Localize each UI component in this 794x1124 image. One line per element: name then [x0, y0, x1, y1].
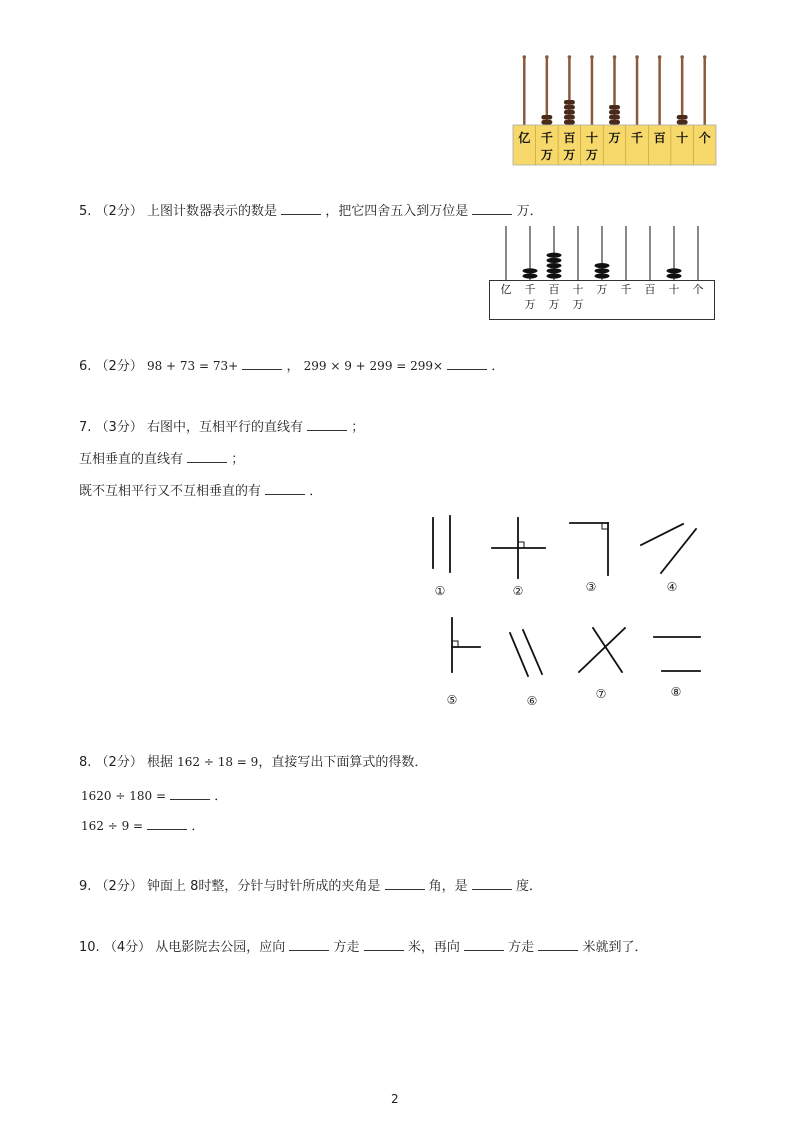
- abacus-top-label: 万: [608, 131, 621, 145]
- q5-text-1: 上图计数器表示的数是: [146, 204, 277, 219]
- q7-number: 7.: [79, 420, 92, 435]
- q9-text-1: 钟面上 8时整，分针与时针所成的夹角是: [146, 879, 381, 894]
- abacus-top-bead: [609, 105, 620, 110]
- q5-score: （2分）: [95, 204, 143, 219]
- q10-number: 10.: [79, 940, 100, 955]
- abacus-top-label: 千: [540, 131, 553, 145]
- q5-answer-blank-1[interactable]: [281, 203, 321, 215]
- q6-expression-2: 299 × 9 + 299 = 299×: [303, 359, 444, 373]
- q7-answer-blank-3[interactable]: [265, 483, 305, 495]
- abacus-q5-bead: [547, 258, 562, 263]
- abacus-q5-bead: [667, 273, 682, 278]
- figure-1-parallel-lines: [433, 516, 450, 572]
- q6-number: 6.: [79, 359, 92, 374]
- abacus-q5-bead: [547, 268, 562, 273]
- q10-text-5: 米就到了．: [582, 940, 648, 955]
- q10-text-1: 从电影院去公园，应向: [155, 940, 286, 955]
- q5-answer-blank-2[interactable]: [472, 203, 512, 215]
- page-number: 2: [391, 1092, 399, 1106]
- abacus-q5-bead: [547, 253, 562, 258]
- abacus-top-rod-tip: [590, 55, 594, 59]
- abacus-q5-bead: [667, 268, 682, 273]
- abacus-top-bead: [609, 115, 620, 120]
- figure-5-perpendicular-lines: [452, 618, 480, 672]
- abacus-q5-label: 十: [572, 283, 584, 296]
- question-5: [79, 203, 543, 220]
- abacus-q5-label: 百: [548, 283, 560, 296]
- abacus-top-label: 百: [653, 131, 666, 145]
- q6-expression-1: 98 + 73 = 73+: [146, 359, 239, 373]
- q6-separator: ，: [286, 359, 300, 374]
- figure-4-intersecting-lines: [641, 524, 696, 573]
- abacus-top-rod-tip: [613, 55, 617, 59]
- figure-label-5: ⑤: [446, 693, 458, 707]
- abacus-top-rod-tip: [658, 55, 662, 59]
- figure-label-7: ⑦: [595, 687, 607, 701]
- abacus-top-bead: [541, 120, 552, 125]
- q7-end-1: ；: [351, 420, 365, 435]
- abacus-q5-label: 千: [620, 283, 632, 296]
- q7-text-1: 右图中，互相平行的直线有: [146, 420, 303, 435]
- question-8-line-1: [81, 788, 227, 805]
- q5-number: 5.: [79, 204, 92, 219]
- abacus-top-bead: [541, 115, 552, 120]
- abacus-top-rod-tip: [680, 55, 684, 59]
- question-6: [79, 358, 504, 375]
- q8-line-2-expression: 162 ÷ 9 =: [81, 819, 144, 833]
- abacus-top-label: 千: [631, 131, 644, 145]
- abacus-q5-label: 千: [524, 283, 536, 296]
- abacus-top-bead: [564, 110, 575, 115]
- abacus-top-bead: [677, 120, 688, 125]
- q9-text-3: 度．: [515, 879, 542, 894]
- q7-text-2: 互相垂直的直线有: [79, 452, 184, 467]
- abacus-q5-label: 万: [596, 283, 608, 296]
- q8-expression: 162 ÷ 18 = 9: [177, 755, 259, 769]
- q6-score: （2分）: [95, 359, 143, 374]
- abacus-top-label-2: 万: [540, 148, 553, 162]
- q10-answer-blank-3[interactable]: [464, 939, 504, 951]
- q9-text-2: 角，是: [428, 879, 468, 894]
- abacus-top-bead: [564, 100, 575, 105]
- q7-text-3: 既不互相平行又不互相垂直的有: [79, 484, 262, 499]
- q6-end: ．: [491, 359, 505, 374]
- q6-answer-blank-2[interactable]: [447, 358, 487, 370]
- figure-label-1: ①: [434, 584, 446, 598]
- abacus-top-label: 个: [698, 131, 711, 145]
- figure-label-3: ③: [585, 580, 597, 594]
- q9-answer-blank-1[interactable]: [385, 878, 425, 890]
- q9-number: 9.: [79, 879, 92, 894]
- q7-end-2: ；: [231, 452, 245, 467]
- abacus-q5-label-2: 万: [548, 298, 560, 311]
- q8-text-1: 根据: [146, 755, 173, 770]
- q5-text-3: 万．: [516, 204, 543, 219]
- q10-answer-blank-4[interactable]: [538, 939, 578, 951]
- question-9: [79, 878, 542, 895]
- abacus-top-bead: [564, 115, 575, 120]
- abacus-q5-bead: [547, 273, 562, 278]
- abacus-top-bead: [564, 120, 575, 125]
- abacus-q5-label: 十: [668, 283, 680, 296]
- q5-text-2: ，把它四舍五入到万位是: [325, 204, 469, 219]
- figure-3-right-angle: [570, 523, 608, 575]
- abacus-top-label: 亿: [518, 131, 531, 145]
- abacus-top-rod-tip: [703, 55, 707, 59]
- q8-number: 8.: [79, 755, 92, 770]
- abacus-top-bead: [609, 120, 620, 125]
- question-7-line-2: [79, 451, 244, 468]
- abacus-top-bead: [677, 115, 688, 120]
- abacus-top-label: 百: [563, 131, 576, 145]
- figure-2-perpendicular-cross: [492, 518, 545, 578]
- abacus-top-rod-tip: [568, 55, 572, 59]
- q8-answer-blank-2[interactable]: [147, 818, 187, 830]
- abacus-q5-label: 个: [692, 283, 704, 296]
- q6-answer-blank-1[interactable]: [242, 358, 282, 370]
- q9-score: （2分）: [95, 879, 143, 894]
- abacus-top-label-2: 万: [585, 148, 598, 162]
- abacus-top-bead: [564, 105, 575, 110]
- abacus-q5-bead: [523, 268, 538, 273]
- abacus-q5: [486, 222, 718, 324]
- figure-label-2: ②: [512, 584, 524, 598]
- question-7-line-3: [79, 483, 322, 500]
- q10-answer-blank-1[interactable]: [289, 939, 329, 951]
- line-figures: [410, 510, 720, 715]
- abacus-q5-bead: [547, 263, 562, 268]
- q7-end-3: ．: [309, 484, 323, 499]
- abacus-q5-bead: [523, 273, 538, 278]
- q8-end-2: ．: [191, 819, 205, 834]
- q8-score: （2分）: [95, 755, 143, 770]
- abacus-top: [510, 50, 720, 170]
- abacus-q5-label-2: 万: [524, 298, 536, 311]
- figure-label-4: ④: [666, 580, 678, 594]
- question-7: [79, 419, 364, 436]
- abacus-top-rod-tip: [545, 55, 549, 59]
- figure-label-6: ⑥: [526, 694, 538, 708]
- abacus-q5-bead: [595, 268, 610, 273]
- figure-8-parallel-lines: [654, 637, 700, 671]
- abacus-q5-label-2: 万: [572, 298, 584, 311]
- question-10: [79, 939, 647, 956]
- question-8-line-2: [81, 818, 204, 835]
- abacus-top-label: 十: [676, 131, 689, 145]
- q10-score: （4分）: [103, 940, 152, 955]
- q10-answer-blank-2[interactable]: [364, 939, 404, 951]
- q7-answer-blank-1[interactable]: [307, 419, 347, 431]
- q7-score: （3分）: [95, 420, 143, 435]
- q8-text-2: ，直接写出下面算式的得数．: [258, 755, 428, 770]
- abacus-top-rod-tip: [522, 55, 526, 59]
- q10-text-3: 米，再向: [407, 940, 460, 955]
- q10-text-2: 方走: [333, 940, 360, 955]
- abacus-top-label: 十: [585, 131, 598, 145]
- figure-6-parallel-lines: [510, 630, 542, 676]
- figure-label-8: ⑧: [670, 685, 682, 699]
- q7-answer-blank-2[interactable]: [187, 451, 227, 463]
- abacus-q5-bead: [595, 273, 610, 278]
- abacus-top-label-2: 万: [563, 148, 576, 162]
- q8-answer-blank-1[interactable]: [170, 788, 210, 800]
- abacus-q5-bead: [595, 263, 610, 268]
- q10-text-4: 方走: [508, 940, 535, 955]
- abacus-top-rod-tip: [635, 55, 639, 59]
- question-8: [79, 754, 427, 771]
- q8-end-1: ．: [214, 789, 228, 804]
- abacus-q5-label: 亿: [500, 283, 512, 296]
- abacus-top-bead: [609, 110, 620, 115]
- abacus-q5-label: 百: [644, 283, 656, 296]
- q8-line-1-expression: 1620 ÷ 180 =: [81, 789, 166, 803]
- figure-7-intersecting-lines: [579, 628, 625, 672]
- q9-answer-blank-2[interactable]: [472, 878, 512, 890]
